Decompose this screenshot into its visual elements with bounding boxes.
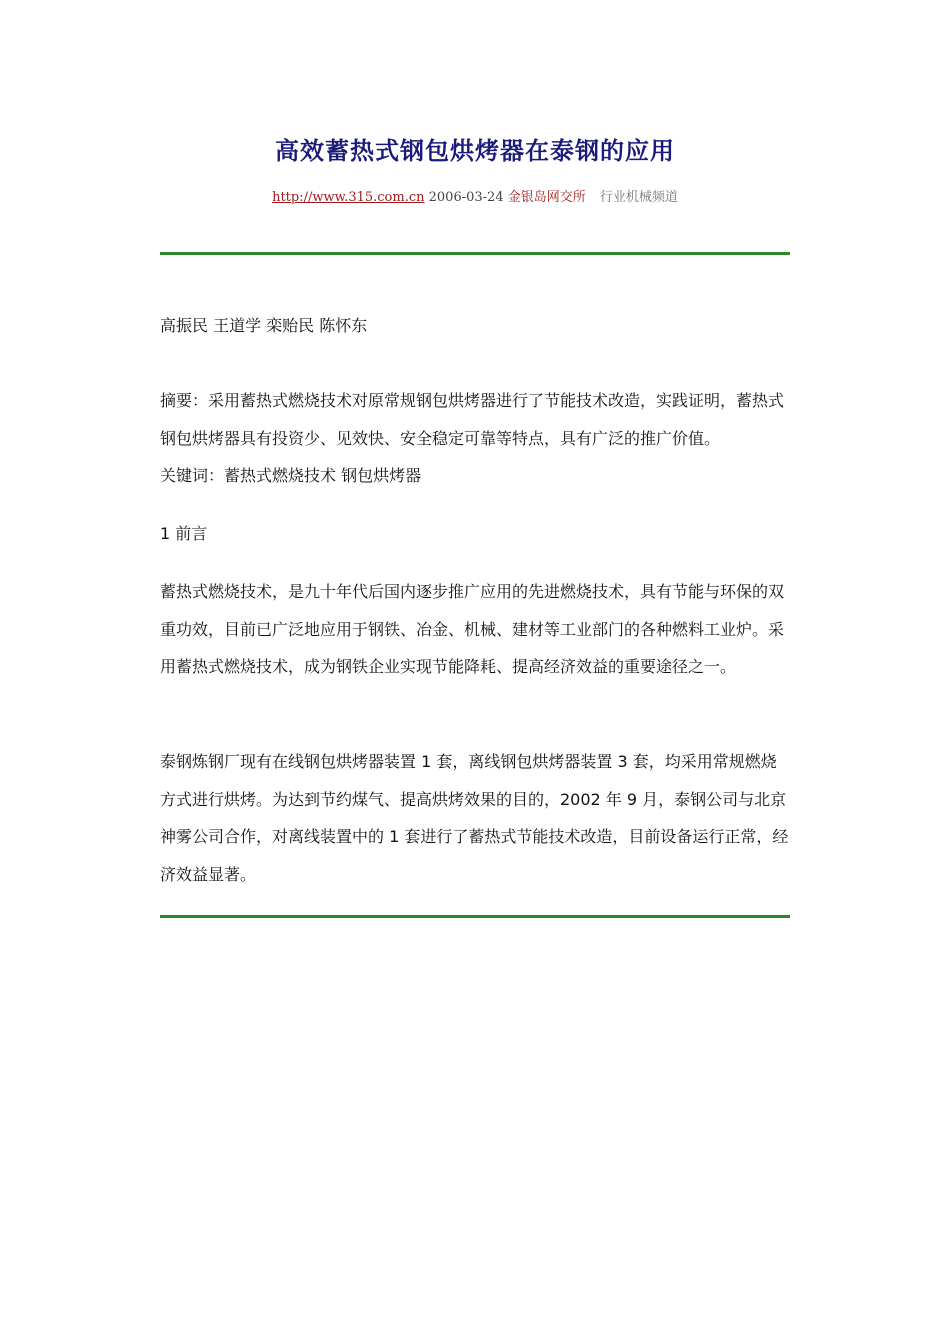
authors: 高振民 王道学 栾贻民 陈怀东 (160, 316, 368, 335)
abstract: 摘要：采用蓄热式燃烧技术对原常规钢包烘烤器进行了节能技术改造，实践证明，蓄热式钢包烘烤器具有投资少、见效快、安全稳定可靠等特点，具有广泛的推广价值。 (160, 391, 785, 448)
source-link[interactable]: http://www.315.com.cn (272, 190, 425, 205)
paragraph-1: 蓄热式燃烧技术，是九十年代后国内逐步推广应用的先进燃烧技术，具有节能与环保的双重功效，目前已广泛地应用于钢铁、冶金、机械、建材等工业部门的各种燃料工业炉。采用蓄热式燃烧技术，成为钢铁企业实现节能降耗、提高经济效益的重要途径之一。 (160, 582, 785, 676)
source-site[interactable]: 金银岛网交所 (507, 190, 586, 205)
top-divider (160, 252, 790, 255)
abstract-block (160, 382, 792, 495)
publish-date: 2006-03-24 (428, 190, 504, 205)
section-heading: 1 前言 (160, 524, 208, 543)
bottom-divider (160, 915, 790, 918)
page-title: 高效蓄热式钢包烘烤器在泰钢的应用 (275, 136, 675, 165)
article-meta (160, 188, 790, 208)
channel-label: 行业机械频道 (599, 190, 678, 205)
keywords: 关键词：蓄热式燃烧技术 钢包烘烤器 (160, 466, 422, 485)
paragraph-2: 泰钢炼钢厂现有在线钢包烘烤器装置 1 套，离线钢包烘烤器装置 3 套，均采用常规燃烧方式进行烘烤。为达到节约煤气、提高烘烤效果的目的，2002 年 9 月，泰钢公司与北京神雾公司合作，对离线装置中的 1 套进行了蓄热式节能技术改造，目前设备运行正常，经济效益显著。 (160, 752, 789, 884)
